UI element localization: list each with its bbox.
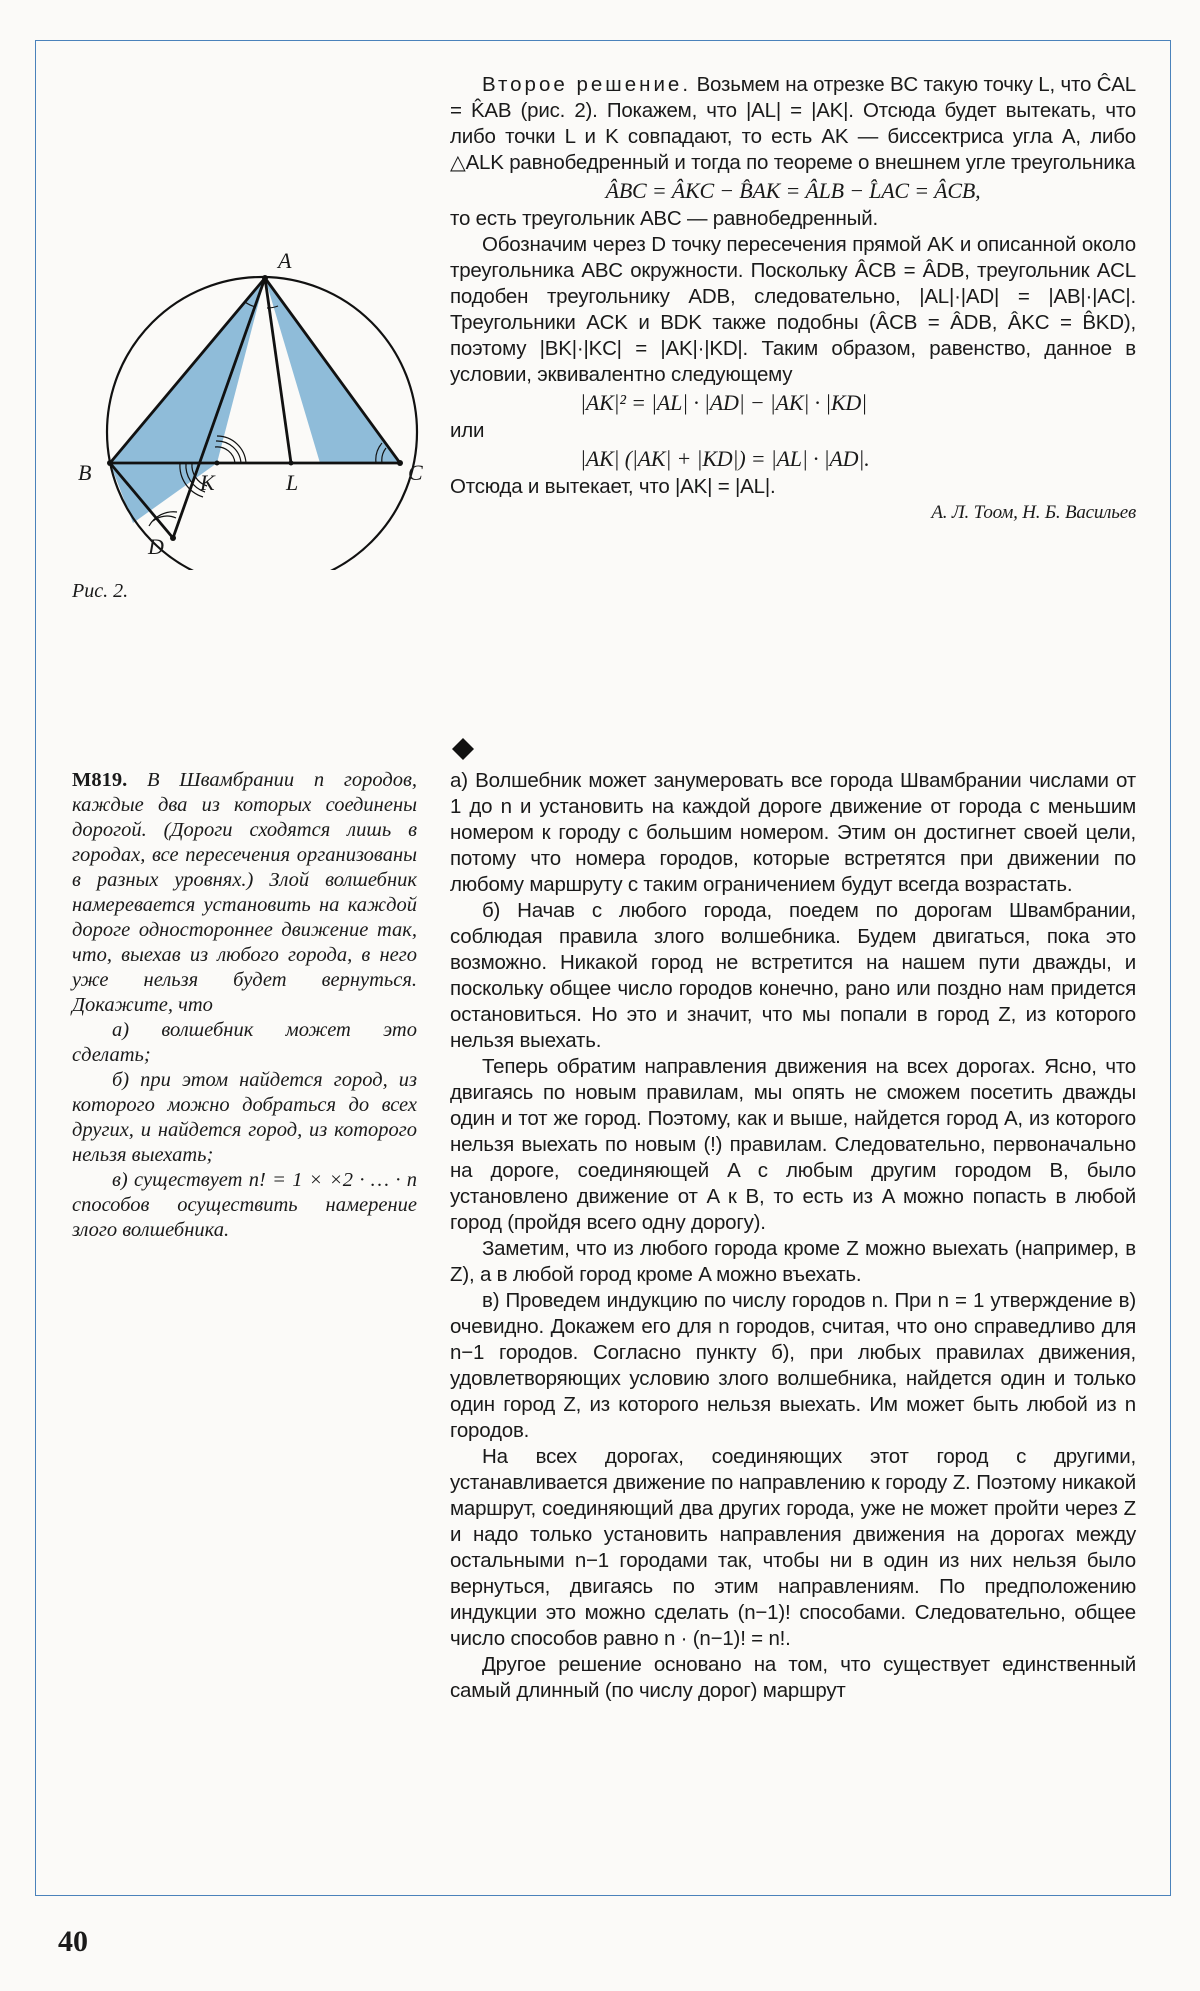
solution-paragraph: Обозначим через D точку пересечения прямой AK и описанной около треугольника ABC окружности. Поскольку ÂCB = ÂDB, треугольник ACL подобен треугольнику ADB, следовательно, |AL|·|AD| = |AB|·|AC|. Треугольники ACK и BDK также подобны (ÂCB = ÂDB, ÂKC = B̂KD), поэтому |BK|·|KC| = |AK|·|KD|. Таким образом, равенство, данное в условии, эквивалентно следующему bbox=[450, 233, 1136, 386]
problem-number: M819. bbox=[72, 769, 128, 791]
point-label-k: K bbox=[200, 470, 215, 495]
solution-paragraph: Заметим, что из любого города кроме Z можно выехать (например, в Z), а в любой город кроме A можно въехать. bbox=[450, 1237, 1136, 1286]
formula: ÂBC = ÂKC − B̂AK = ÂLB − L̂AC = ÂCB, bbox=[605, 178, 981, 203]
formula: |AK| (|AK| + |KD|) = |AL| · |AD|. bbox=[580, 446, 870, 471]
solution-paragraph: то есть треугольник ABC — равнобедренный. bbox=[450, 207, 878, 230]
solution-paragraph: Отсюда и вытекает, что |AK| = |AL|. bbox=[450, 475, 776, 498]
problem-part-c: в) существует n! = 1 × ×2 · … · n способов осуществить намерение злого волшебника. bbox=[72, 1169, 417, 1241]
point-label-d: D bbox=[148, 534, 164, 559]
solution-paragraph: в) Проведем индукцию по числу городов n. При n = 1 утверждение в) очевидно. Докажем его для n городов, считая, что оно справедливо для n−1 городов. Согласно пункту б), при любых правилах движения, удовлетворяющих условию злого волшебника, найдется один и только один город Z, из которого нельзя выехать. Им может быть любой из n городов. bbox=[450, 1289, 1136, 1442]
solution-paragraph: Второе решение. Возьмем на отрезке BC такую точку L, что ĈAL = K̂AB (рис. 2). Покажем, что |AL| = |AK|. Отсюда будет вытекать, что либо точки L и K совпадают, то есть AK — биссектриса угла A, либо △ALK равнобедренный и тогда по теореме о внешнем угле треугольника bbox=[450, 73, 1136, 174]
problem-part-b: б) при этом найдется город, из которого можно добраться до всех других, и найдется город, из которого нельзя выехать; bbox=[72, 1069, 417, 1166]
solution-paragraph: б) Начав с любого города, поедем по дорогам Швамбрании, соблюдая правила злого волшебника. Будем двигаться, пока это возможно. Никакой город не встретится на нашем пути дважды, и поскольку общее число городов конечно, рано или поздно нам придется остановиться. Но это и значит, что мы попали в город Z, из которого нельзя выехать. bbox=[450, 899, 1136, 1052]
point-label-l: L bbox=[286, 470, 299, 495]
formula: |AK|² = |AL| · |AD| − |AK| · |KD| bbox=[580, 390, 867, 415]
previous-solution bbox=[450, 72, 1136, 526]
authors: А. Л. Тоом, Н. Б. Васильев bbox=[931, 502, 1136, 523]
problem-text: M819. В Швамбрании n городов, каждые два из которых соединены дорогой. (Дороги сходятся лишь в городах, все пересечения организованы в разных уровнях.) Злой волшебник намеревается установить на каждой дороге одностороннее движение так, что, выехав из любого города, в него уже нельзя будет вернуться. Докажите, что bbox=[72, 769, 417, 1016]
point-label-c: C bbox=[408, 460, 423, 485]
figure-caption: Рис. 2. bbox=[72, 580, 129, 602]
solution-paragraph: Теперь обратим направления движения на всех дорогах. Ясно, что двигаясь по новым правилам, мы опять не сможем посетить дважды один и тот же город. Поэтому, как и выше, найдется город A, из которого нельзя выехать по новым (!) правилам. Следовательно, первоначально на дороге, соединяющей A с любым другим городом B, было установлено движение от A к B, то есть из A можно попасть в любой город (пройдя всего одну дорогу). bbox=[450, 1055, 1136, 1234]
solution-paragraph: а) Волшебник может занумеровать все города Швамбрании числами от 1 до n и установить на каждой дороге движение от города с меньшим номером к городу с большим номером. Этим он достигнет своей цели, потому что номера городов, которые встретятся при движении по любому маршруту с таким ограничением будут всегда возрастать. bbox=[450, 769, 1136, 896]
problem-statement bbox=[72, 768, 417, 1243]
problem-part-a: а) волшебник может это сделать; bbox=[72, 1019, 417, 1066]
diamond-icon bbox=[452, 738, 474, 760]
circle-triangle-diagram bbox=[70, 250, 430, 570]
solution-paragraph: или bbox=[450, 419, 485, 442]
solution-paragraph: На всех дорогах, соединяющих этот город с другими, устанавливается движение по направлению к городу Z. Поэтому никакой маршрут, соединяющий два других города, уже не может пройти через Z и надо только установить направления движения на дорогах между остальными n−1 городами так, чтобы ни в один из них нельзя было вернуться, двигаясь по этим направлениям. По предположению индукции это можно сделать (n−1)! способами. Следовательно, общее число способов равно n · (n−1)! = n!. bbox=[450, 1445, 1136, 1650]
solution-paragraph: Другое решение основано на том, что существует единственный самый длинный (по числу дорог) маршрут bbox=[450, 1653, 1136, 1702]
geometry-figure bbox=[70, 250, 430, 570]
point-label-a: A bbox=[278, 248, 292, 273]
solution bbox=[450, 768, 1136, 1704]
solution-lead: Второе решение. bbox=[482, 73, 692, 96]
page-number: 40 bbox=[58, 1925, 88, 1958]
point-label-b: B bbox=[78, 460, 92, 485]
